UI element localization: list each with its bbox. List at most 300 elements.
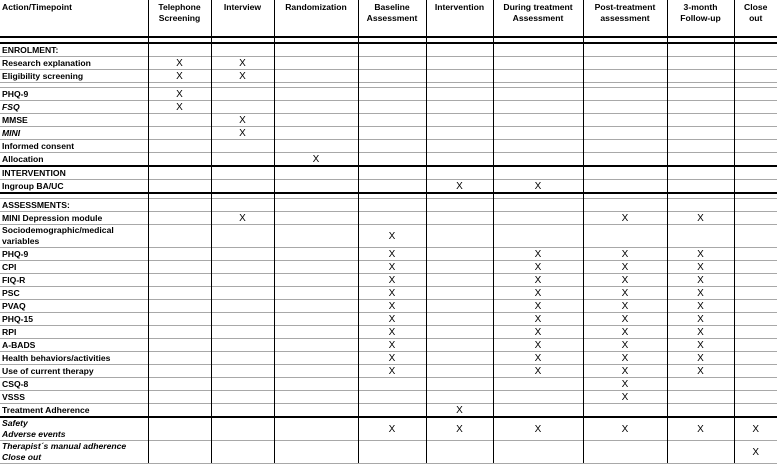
mark-cell: [583, 441, 667, 464]
mark-cell: [493, 378, 583, 391]
header-baseline-assessment: Baseline Assessment: [358, 0, 426, 37]
mark-cell: [274, 300, 358, 313]
schedule-body: [0, 37, 777, 464]
table-row: [0, 114, 777, 127]
mark-cell: [667, 180, 734, 194]
row-label: Sociodemographic/medical variables: [0, 225, 148, 248]
mark-cell: [493, 199, 583, 212]
mark-cell: [358, 140, 426, 153]
mark-cell: [211, 300, 274, 313]
mark-cell: X: [667, 339, 734, 352]
mark-cell: [274, 365, 358, 378]
mark-cell: X: [358, 300, 426, 313]
mark-cell: [734, 274, 777, 287]
header-intervention: Intervention: [426, 0, 493, 37]
mark-cell: [667, 127, 734, 140]
mark-cell: [493, 101, 583, 114]
table-row: [0, 441, 777, 464]
mark-cell: [211, 274, 274, 287]
mark-cell: [667, 404, 734, 418]
mark-cell: [358, 127, 426, 140]
table-row: [0, 313, 777, 326]
mark-cell: [667, 57, 734, 70]
mark-cell: [211, 248, 274, 261]
mark-cell: X: [667, 417, 734, 441]
mark-cell: X: [493, 287, 583, 300]
mark-cell: [358, 166, 426, 180]
mark-cell: [211, 326, 274, 339]
mark-cell: [358, 114, 426, 127]
mark-cell: X: [358, 274, 426, 287]
mark-cell: [211, 153, 274, 167]
mark-cell: X: [148, 70, 211, 83]
mark-cell: [148, 287, 211, 300]
mark-cell: X: [583, 212, 667, 225]
mark-cell: [274, 261, 358, 274]
mark-cell: [493, 153, 583, 167]
mark-cell: [493, 88, 583, 101]
table-row: [0, 199, 777, 212]
table-row: [0, 261, 777, 274]
mark-cell: [274, 212, 358, 225]
mark-cell: [583, 127, 667, 140]
mark-cell: [358, 153, 426, 167]
mark-cell: [734, 140, 777, 153]
row-label: VSSS: [0, 391, 148, 404]
mark-cell: [358, 404, 426, 418]
mark-cell: X: [493, 180, 583, 194]
mark-cell: [148, 391, 211, 404]
mark-cell: [358, 391, 426, 404]
mark-cell: [148, 212, 211, 225]
mark-cell: [148, 352, 211, 365]
table-row: [0, 212, 777, 225]
mark-cell: [358, 378, 426, 391]
mark-cell: [667, 43, 734, 57]
mark-cell: [274, 88, 358, 101]
mark-cell: [667, 114, 734, 127]
row-label: ENROLMENT:: [0, 43, 148, 57]
mark-cell: [274, 352, 358, 365]
row-label: Health behaviors/activities: [0, 352, 148, 365]
mark-cell: [426, 287, 493, 300]
mark-cell: [734, 326, 777, 339]
row-label: FIQ-R: [0, 274, 148, 287]
mark-cell: X: [211, 57, 274, 70]
mark-cell: [493, 404, 583, 418]
mark-cell: [274, 166, 358, 180]
mark-cell: [148, 404, 211, 418]
mark-cell: X: [211, 70, 274, 83]
table-row: [0, 339, 777, 352]
mark-cell: X: [148, 57, 211, 70]
mark-cell: [734, 339, 777, 352]
row-label: Ingroup BA/UC: [0, 180, 148, 194]
mark-cell: [583, 225, 667, 248]
mark-cell: X: [667, 300, 734, 313]
mark-cell: X: [493, 326, 583, 339]
mark-cell: [274, 140, 358, 153]
mark-cell: X: [667, 352, 734, 365]
mark-cell: [426, 57, 493, 70]
mark-cell: [667, 441, 734, 464]
mark-cell: [734, 212, 777, 225]
mark-cell: [734, 300, 777, 313]
mark-cell: [734, 180, 777, 194]
mark-cell: [358, 199, 426, 212]
table-row: [0, 180, 777, 194]
mark-cell: [426, 300, 493, 313]
mark-cell: X: [493, 261, 583, 274]
mark-cell: X: [148, 101, 211, 114]
mark-cell: [274, 417, 358, 441]
mark-cell: [426, 140, 493, 153]
mark-cell: [426, 313, 493, 326]
mark-cell: [493, 43, 583, 57]
mark-cell: X: [583, 339, 667, 352]
row-label: Treatment Adherence: [0, 404, 148, 418]
row-label: MINI Depression module: [0, 212, 148, 225]
mark-cell: X: [426, 180, 493, 194]
mark-cell: [148, 300, 211, 313]
mark-cell: [734, 248, 777, 261]
mark-cell: [583, 57, 667, 70]
mark-cell: X: [667, 212, 734, 225]
mark-cell: [493, 391, 583, 404]
mark-cell: [211, 180, 274, 194]
mark-cell: [493, 114, 583, 127]
mark-cell: [426, 166, 493, 180]
mark-cell: X: [583, 287, 667, 300]
mark-cell: X: [358, 339, 426, 352]
mark-cell: [734, 153, 777, 167]
row-label: INTERVENTION: [0, 166, 148, 180]
mark-cell: [211, 313, 274, 326]
mark-cell: [734, 114, 777, 127]
mark-cell: [148, 365, 211, 378]
mark-cell: [734, 57, 777, 70]
mark-cell: [148, 261, 211, 274]
mark-cell: [493, 140, 583, 153]
mark-cell: X: [493, 248, 583, 261]
table-row: [0, 300, 777, 313]
mark-cell: [583, 114, 667, 127]
mark-cell: [148, 417, 211, 441]
mark-cell: X: [493, 300, 583, 313]
table-row: [0, 140, 777, 153]
mark-cell: [211, 287, 274, 300]
mark-cell: [358, 88, 426, 101]
row-label: RPI: [0, 326, 148, 339]
mark-cell: [211, 339, 274, 352]
table-row: [0, 166, 777, 180]
mark-cell: [211, 199, 274, 212]
mark-cell: [734, 391, 777, 404]
mark-cell: [211, 404, 274, 418]
mark-cell: X: [358, 417, 426, 441]
mark-cell: [358, 441, 426, 464]
table-row: [0, 57, 777, 70]
mark-cell: [358, 43, 426, 57]
mark-cell: [274, 180, 358, 194]
header-post-treatment-assessment: Post-treatment assessment: [583, 0, 667, 37]
mark-cell: [667, 199, 734, 212]
mark-cell: [211, 378, 274, 391]
table-row: [0, 287, 777, 300]
row-label: PHQ-9: [0, 248, 148, 261]
row-label: Informed consent: [0, 140, 148, 153]
mark-cell: [148, 378, 211, 391]
mark-cell: [426, 248, 493, 261]
mark-cell: [667, 70, 734, 83]
mark-cell: [493, 127, 583, 140]
mark-cell: [583, 199, 667, 212]
mark-cell: X: [667, 326, 734, 339]
mark-cell: [583, 140, 667, 153]
header-close-out: Close out: [734, 0, 777, 37]
header-telephone-screening: Telephone Screening: [148, 0, 211, 37]
mark-cell: [493, 70, 583, 83]
mark-cell: [426, 127, 493, 140]
header-during-treatment-assessment: During treatment Assessment: [493, 0, 583, 37]
mark-cell: [493, 212, 583, 225]
mark-cell: [426, 43, 493, 57]
mark-cell: [583, 153, 667, 167]
mark-cell: [274, 287, 358, 300]
table-row: [0, 70, 777, 83]
mark-cell: [274, 114, 358, 127]
mark-cell: [583, 166, 667, 180]
mark-cell: [734, 404, 777, 418]
mark-cell: [667, 101, 734, 114]
mark-cell: [667, 140, 734, 153]
mark-cell: [426, 70, 493, 83]
table-row: [0, 365, 777, 378]
header-interview: Interview: [211, 0, 274, 37]
mark-cell: X: [493, 417, 583, 441]
mark-cell: [274, 441, 358, 464]
row-label: Use of current therapy: [0, 365, 148, 378]
table-row: [0, 225, 777, 248]
mark-cell: [148, 114, 211, 127]
mark-cell: X: [493, 365, 583, 378]
mark-cell: X: [667, 313, 734, 326]
mark-cell: [148, 313, 211, 326]
mark-cell: [148, 180, 211, 194]
mark-cell: [148, 225, 211, 248]
row-label: PHQ-9: [0, 88, 148, 101]
table-row: [0, 153, 777, 167]
row-label: CPI: [0, 261, 148, 274]
mark-cell: [493, 441, 583, 464]
mark-cell: X: [734, 441, 777, 464]
mark-cell: [426, 88, 493, 101]
mark-cell: X: [667, 365, 734, 378]
mark-cell: [426, 339, 493, 352]
header-3-month-follow-up: 3-month Follow-up: [667, 0, 734, 37]
mark-cell: X: [667, 261, 734, 274]
row-label: FSQ: [0, 101, 148, 114]
mark-cell: [734, 88, 777, 101]
mark-cell: X: [583, 352, 667, 365]
mark-cell: [426, 114, 493, 127]
mark-cell: [667, 153, 734, 167]
mark-cell: X: [667, 274, 734, 287]
mark-cell: [148, 274, 211, 287]
mark-cell: X: [667, 287, 734, 300]
table-row: [0, 391, 777, 404]
table-row: [0, 43, 777, 57]
mark-cell: [734, 199, 777, 212]
row-label: Allocation: [0, 153, 148, 167]
mark-cell: [734, 43, 777, 57]
mark-cell: [211, 88, 274, 101]
mark-cell: [493, 166, 583, 180]
mark-cell: X: [358, 365, 426, 378]
mark-cell: [358, 101, 426, 114]
table-row: [0, 378, 777, 391]
mark-cell: [583, 180, 667, 194]
row-label: PHQ-15: [0, 313, 148, 326]
mark-cell: [211, 261, 274, 274]
mark-cell: [583, 88, 667, 101]
mark-cell: [583, 101, 667, 114]
mark-cell: [734, 378, 777, 391]
table-row: [0, 127, 777, 140]
mark-cell: [426, 153, 493, 167]
mark-cell: [274, 391, 358, 404]
row-label: PVAQ: [0, 300, 148, 313]
mark-cell: [211, 365, 274, 378]
mark-cell: [274, 378, 358, 391]
mark-cell: X: [358, 248, 426, 261]
mark-cell: X: [583, 248, 667, 261]
mark-cell: X: [358, 352, 426, 365]
mark-cell: [274, 326, 358, 339]
mark-cell: X: [211, 212, 274, 225]
mark-cell: [358, 57, 426, 70]
mark-cell: X: [583, 313, 667, 326]
mark-cell: [426, 225, 493, 248]
mark-cell: [211, 417, 274, 441]
row-label: ASSESSMENTS:: [0, 199, 148, 212]
mark-cell: [667, 378, 734, 391]
mark-cell: X: [148, 88, 211, 101]
mark-cell: [211, 352, 274, 365]
mark-cell: X: [493, 313, 583, 326]
mark-cell: X: [734, 417, 777, 441]
table-row: [0, 352, 777, 365]
mark-cell: [426, 352, 493, 365]
row-label: A-BADS: [0, 339, 148, 352]
mark-cell: X: [211, 114, 274, 127]
mark-cell: [426, 274, 493, 287]
mark-cell: [358, 180, 426, 194]
mark-cell: [148, 166, 211, 180]
mark-cell: [148, 127, 211, 140]
mark-cell: [211, 441, 274, 464]
mark-cell: [211, 140, 274, 153]
mark-cell: X: [583, 378, 667, 391]
mark-cell: [274, 127, 358, 140]
mark-cell: [274, 313, 358, 326]
mark-cell: [274, 225, 358, 248]
mark-cell: [583, 70, 667, 83]
mark-cell: [274, 404, 358, 418]
mark-cell: [426, 365, 493, 378]
mark-cell: [734, 70, 777, 83]
row-label: Safety Adverse events: [0, 417, 148, 441]
mark-cell: X: [667, 248, 734, 261]
mark-cell: [734, 166, 777, 180]
mark-cell: X: [583, 417, 667, 441]
mark-cell: [426, 326, 493, 339]
mark-cell: X: [358, 326, 426, 339]
mark-cell: X: [358, 225, 426, 248]
mark-cell: [148, 140, 211, 153]
mark-cell: [358, 70, 426, 83]
mark-cell: [274, 57, 358, 70]
mark-cell: [211, 166, 274, 180]
mark-cell: [667, 88, 734, 101]
row-label: MINI: [0, 127, 148, 140]
mark-cell: X: [583, 326, 667, 339]
header-action-timepoint: Action/Timepoint: [0, 0, 148, 37]
table-row: [0, 88, 777, 101]
row-label: PSC: [0, 287, 148, 300]
mark-cell: [426, 391, 493, 404]
mark-cell: [211, 225, 274, 248]
mark-cell: [493, 225, 583, 248]
mark-cell: [148, 339, 211, 352]
mark-cell: [211, 43, 274, 57]
mark-cell: [734, 287, 777, 300]
mark-cell: [734, 225, 777, 248]
row-label: MMSE: [0, 114, 148, 127]
row-label: Research explanation: [0, 57, 148, 70]
mark-cell: X: [274, 153, 358, 167]
mark-cell: [583, 404, 667, 418]
table-row: [0, 417, 777, 441]
mark-cell: [274, 43, 358, 57]
mark-cell: [426, 212, 493, 225]
mark-cell: [148, 326, 211, 339]
mark-cell: [274, 70, 358, 83]
row-label: CSQ-8: [0, 378, 148, 391]
mark-cell: X: [493, 274, 583, 287]
mark-cell: [734, 127, 777, 140]
mark-cell: [274, 274, 358, 287]
table-row: [0, 326, 777, 339]
mark-cell: X: [211, 127, 274, 140]
mark-cell: X: [493, 339, 583, 352]
mark-cell: [493, 57, 583, 70]
mark-cell: X: [426, 404, 493, 418]
mark-cell: [148, 43, 211, 57]
mark-cell: [667, 225, 734, 248]
mark-cell: [358, 212, 426, 225]
mark-cell: [426, 101, 493, 114]
mark-cell: [211, 391, 274, 404]
mark-cell: [148, 248, 211, 261]
mark-cell: [211, 101, 274, 114]
mark-cell: [734, 352, 777, 365]
row-label: Eligibility screening: [0, 70, 148, 83]
mark-cell: [426, 378, 493, 391]
mark-cell: [426, 261, 493, 274]
header-row: [0, 0, 777, 37]
mark-cell: X: [583, 300, 667, 313]
